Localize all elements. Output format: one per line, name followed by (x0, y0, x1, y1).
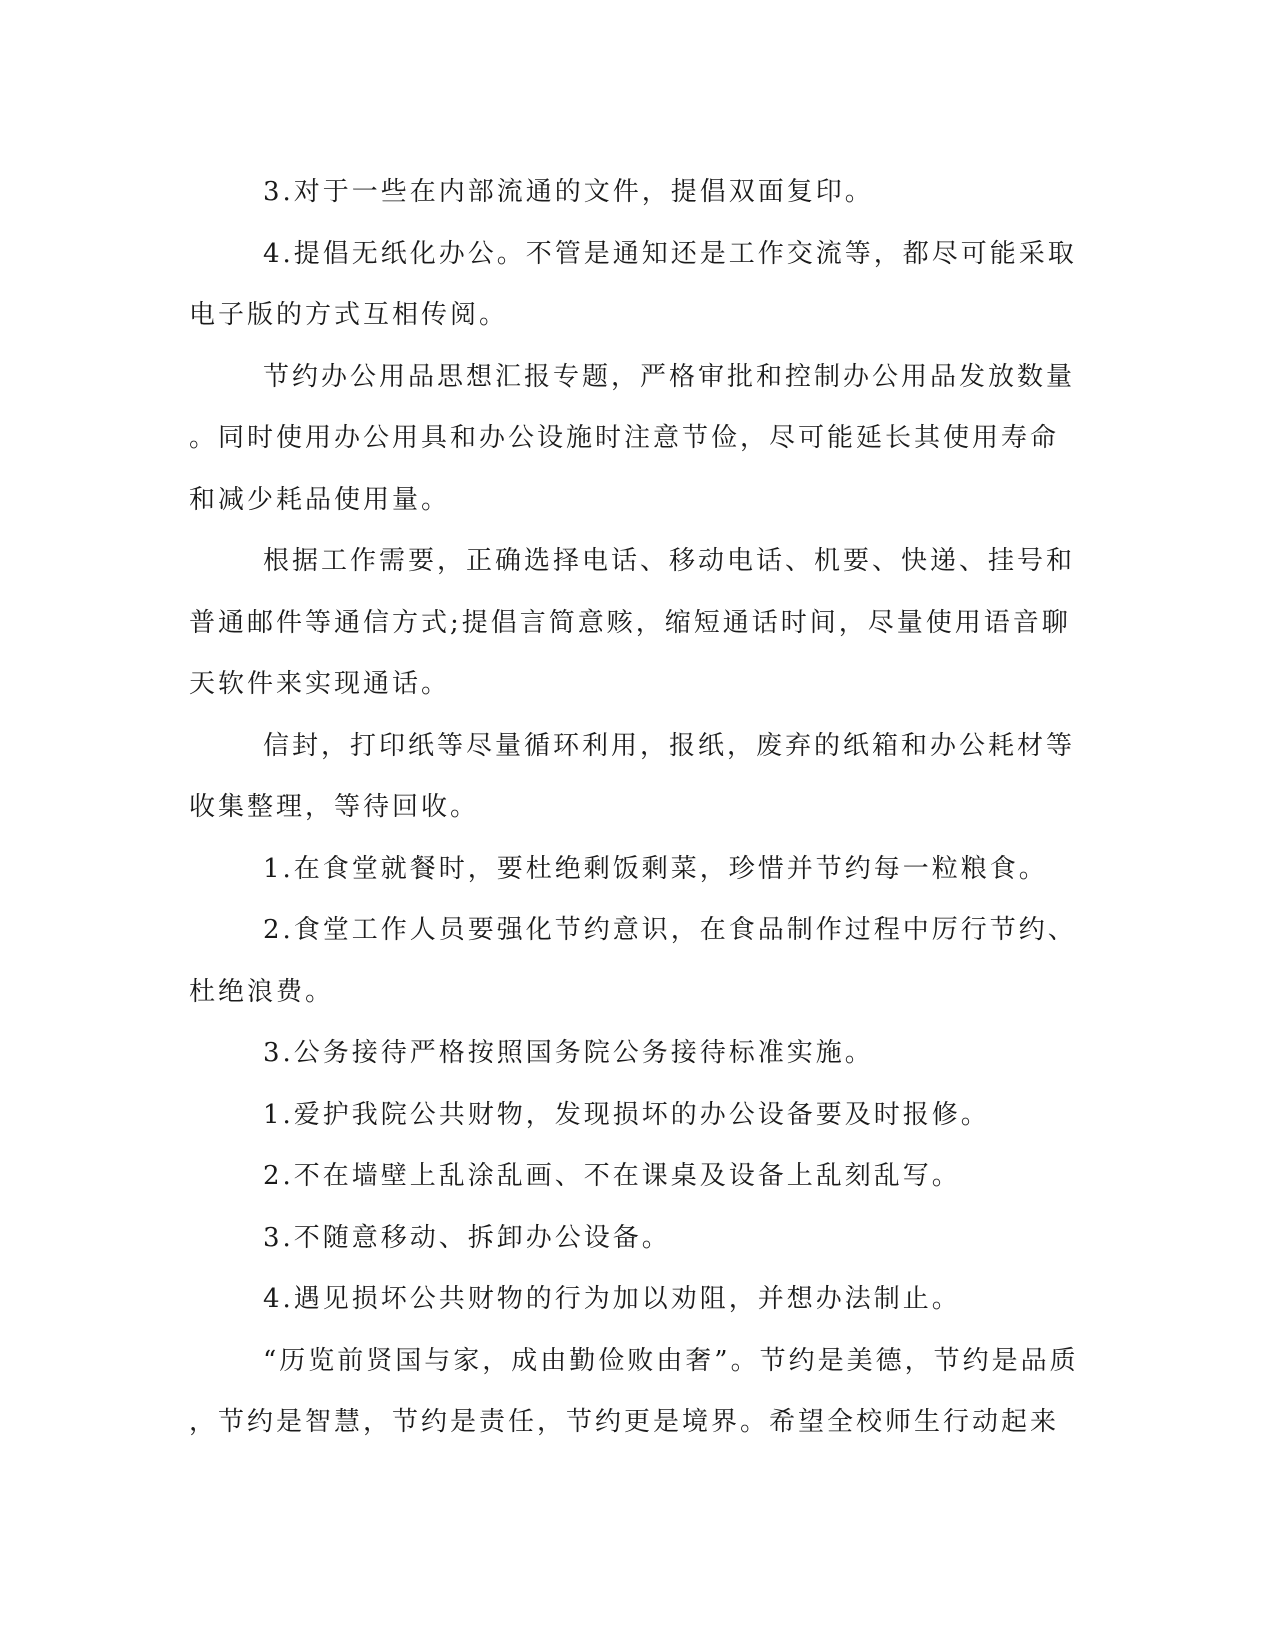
text-line: 3.对于一些在内部流通的文件，提倡双面复印。 (263, 177, 874, 207)
text-line: 。同时使用办公用具和办公设施时注意节俭，尽可能延长其使用寿命 (189, 423, 1060, 453)
text-line: 天软件来实现通话。 (189, 669, 451, 699)
text-line: 1.爱护我院公共财物，发现损坏的办公设备要及时报修。 (263, 1099, 990, 1130)
text-line: 收集整理，等待回收。 (189, 792, 480, 822)
text-line: 电子版的方式互相传阅。 (189, 300, 509, 330)
text-line: 普通邮件等通信方式;提倡言简意赅，缩短通话时间，尽量使用语音聊 (189, 607, 1071, 638)
text-line: “历览前贤国与家，成由勤俭败由奢”。节约是美德，节约是品质 (263, 1345, 1079, 1376)
text-line: 3.公务接待严格按照国务院公务接待标准实施。 (263, 1038, 874, 1068)
text-line: 信封，打印纸等尽量循环利用，报纸，废弃的纸箱和办公耗材等 (263, 730, 1076, 761)
text-line: 根据工作需要，正确选择电话、移动电话、机要、快递、挂号和 (263, 546, 1076, 576)
text-line: 杜绝浪费。 (189, 976, 335, 1007)
text-line: 2.食堂工作人员要强化节约意识，在食品制作过程中厉行节约、 (263, 915, 1077, 945)
document-body (189, 162, 1079, 1454)
text-line: 2.不在墙壁上乱涂乱画、不在课桌及设备上乱刻乱写。 (263, 1161, 961, 1191)
text-line: 1.在食堂就餐时，要杜绝剩饭剩菜，珍惜并节约每一粒粮食。 (263, 853, 1048, 884)
text-line: 节约办公用品思想汇报专题，严格审批和控制办公用品发放数量 (263, 361, 1076, 392)
text-line: ，节约是智慧，节约是责任，节约更是境界。希望全校师生行动起来 (189, 1407, 1060, 1437)
text-line: 和减少耗品使用量。 (189, 484, 451, 515)
text-line: 3.不随意移动、拆卸办公设备。 (263, 1222, 671, 1253)
text-line: 4.遇见损坏公共财物的行为加以劝阻，并想办法制止。 (263, 1284, 961, 1314)
text-line: 4.提倡无纸化办公。不管是通知还是工作交流等，都尽可能采取 (263, 238, 1077, 269)
